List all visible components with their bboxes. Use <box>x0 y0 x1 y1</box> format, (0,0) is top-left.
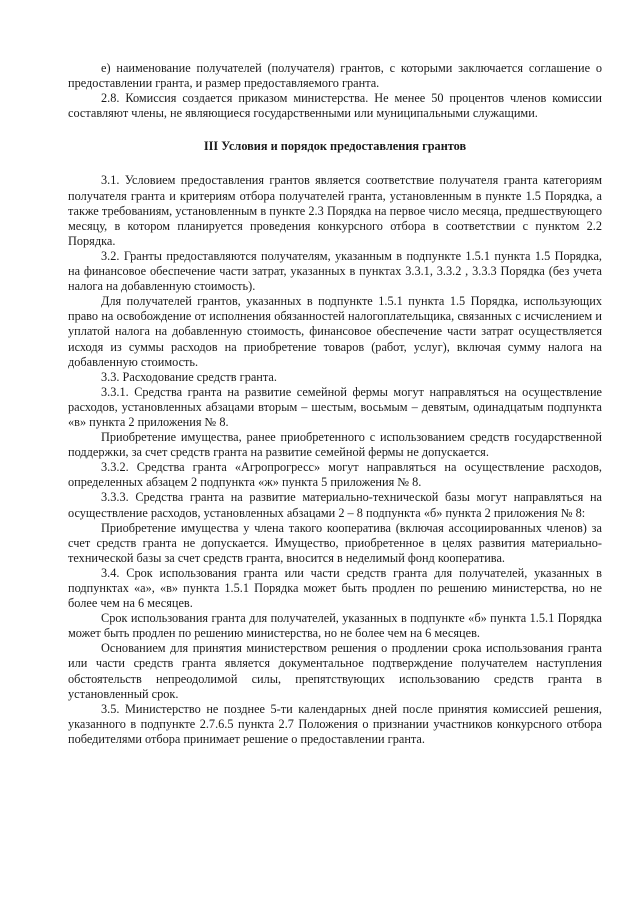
paragraph-3-3-3-purchase: Приобретение имущества у члена такого кооператива (включая ассоциированных членов) за счет средств гранта не допускается. Имущество, приобретенное в целях развития материально-технической базы за счет средств гранта, вносится в неделимый фонд кооператива. <box>68 520 602 565</box>
section-heading: III Условия и порядок предоставления грантов <box>203 139 467 154</box>
paragraph-3-4-term: Срок использования гранта для получателей, указанных в подпункте «б» пункта 1.5.1 Порядка может быть продлен по решению министерства, но не более чем на 6 месяцев. <box>68 611 602 641</box>
paragraph-2-7-e: е) наименование получателей (получателя) грантов, с которыми заключается соглашение о предоставлении гранта, и размер предоставляемого гранта. <box>68 61 602 91</box>
paragraph-3-3-3: 3.3.3. Средства гранта на развитие материально-технической базы могут направляться на осуществление расходов, установленных абзацами 2 – 8 подпункта «б» пункта 2 приложения № 8: <box>68 490 602 520</box>
paragraph-3-2: 3.2. Гранты предоставляются получателям, указанным в подпункте 1.5.1 пункта 1.5 Порядка, на финансовое обеспечение части затрат, указанных в пунктах 3.3.1, 3.3.2 , 3.3.3 Порядка (без учета налога на добавленную стоимость). <box>68 248 602 294</box>
paragraph-3-3: 3.3. Расходование средств гранта. <box>101 369 277 384</box>
paragraph-3-3-1-purchase: Приобретение имущества, ранее приобретенного с использованием средств государственной поддержки, за счет средств гранта на развитие семейной фермы не допускается. <box>68 430 602 460</box>
paragraph-3-2-vat: Для получателей грантов, указанных в подпункте 1.5.1 пункта 1.5 Порядка, использующих право на освобождение от исполнения обязанностей налогоплательщика, связанных с исчислением и уплатой налога на добавленную стоимость, финансовое обеспечение части затрат осуществляется исходя из суммы расходов на приобретение товаров (работ, услуг), включая сумму налога на добавленную стоимость. <box>68 294 602 369</box>
paragraph-3-5: 3.5. Министерство не позднее 5-ти календарных дней после принятия комиссией решения, указанного в подпункте 2.7.6.5 пункта 2.7 Положения о признании участников конкурсного отбора победителями отбора принимает решение о предоставлении гранта. <box>68 701 602 746</box>
paragraph-3-4: 3.4. Срок использования гранта или части средств гранта для получателей, указанных в подпунктах «а», «в» пункта 1.5.1 Порядка может быть продлен по решению министерства, но не более чем на 6 месяцев. <box>68 565 602 611</box>
document-page <box>68 61 602 747</box>
paragraph-3-4-basis: Основанием для принятия министерством решения о продлении срока использования гранта или части средств гранта является документальное подтверждение получателем наступления обстоятельств непреодолимой силы, препятствующих использованию средств гранта в установленный срок. <box>68 641 602 701</box>
paragraph-3-3-2: 3.3.2. Средства гранта «Агропрогресс» могут направляться на осуществление расходов, определенных абзацем 2 подпункта «ж» пункта 5 приложения № 8. <box>68 460 602 490</box>
paragraph-3-3-1: 3.3.1. Средства гранта на развитие семейной фермы могут направляться на осуществление расходов, установленных абзацами вторым – шестым, восьмым – девятым, одинадцатым подпункта «в» пункта 2 приложения № 8. <box>68 384 602 429</box>
paragraph-3-1: 3.1. Условием предоставления грантов является соответствие получателя гранта категориям получателя гранта и критериям отбора получателей гранта, установленным в пункте 1.5 Порядка, а также требованиям, установленным в пункте 2.3 Порядка на первое число месяца, предшествующего месяцу, в котором планируется проведения конкурсного отбора в соответствии с пунктом 2.2 Порядка. <box>68 173 602 248</box>
paragraph-2-8: 2.8. Комиссия создается приказом министерства. Не менее 50 процентов членов комиссии составляют члены, не являющиеся государственными или муниципальными служащими. <box>68 91 602 121</box>
